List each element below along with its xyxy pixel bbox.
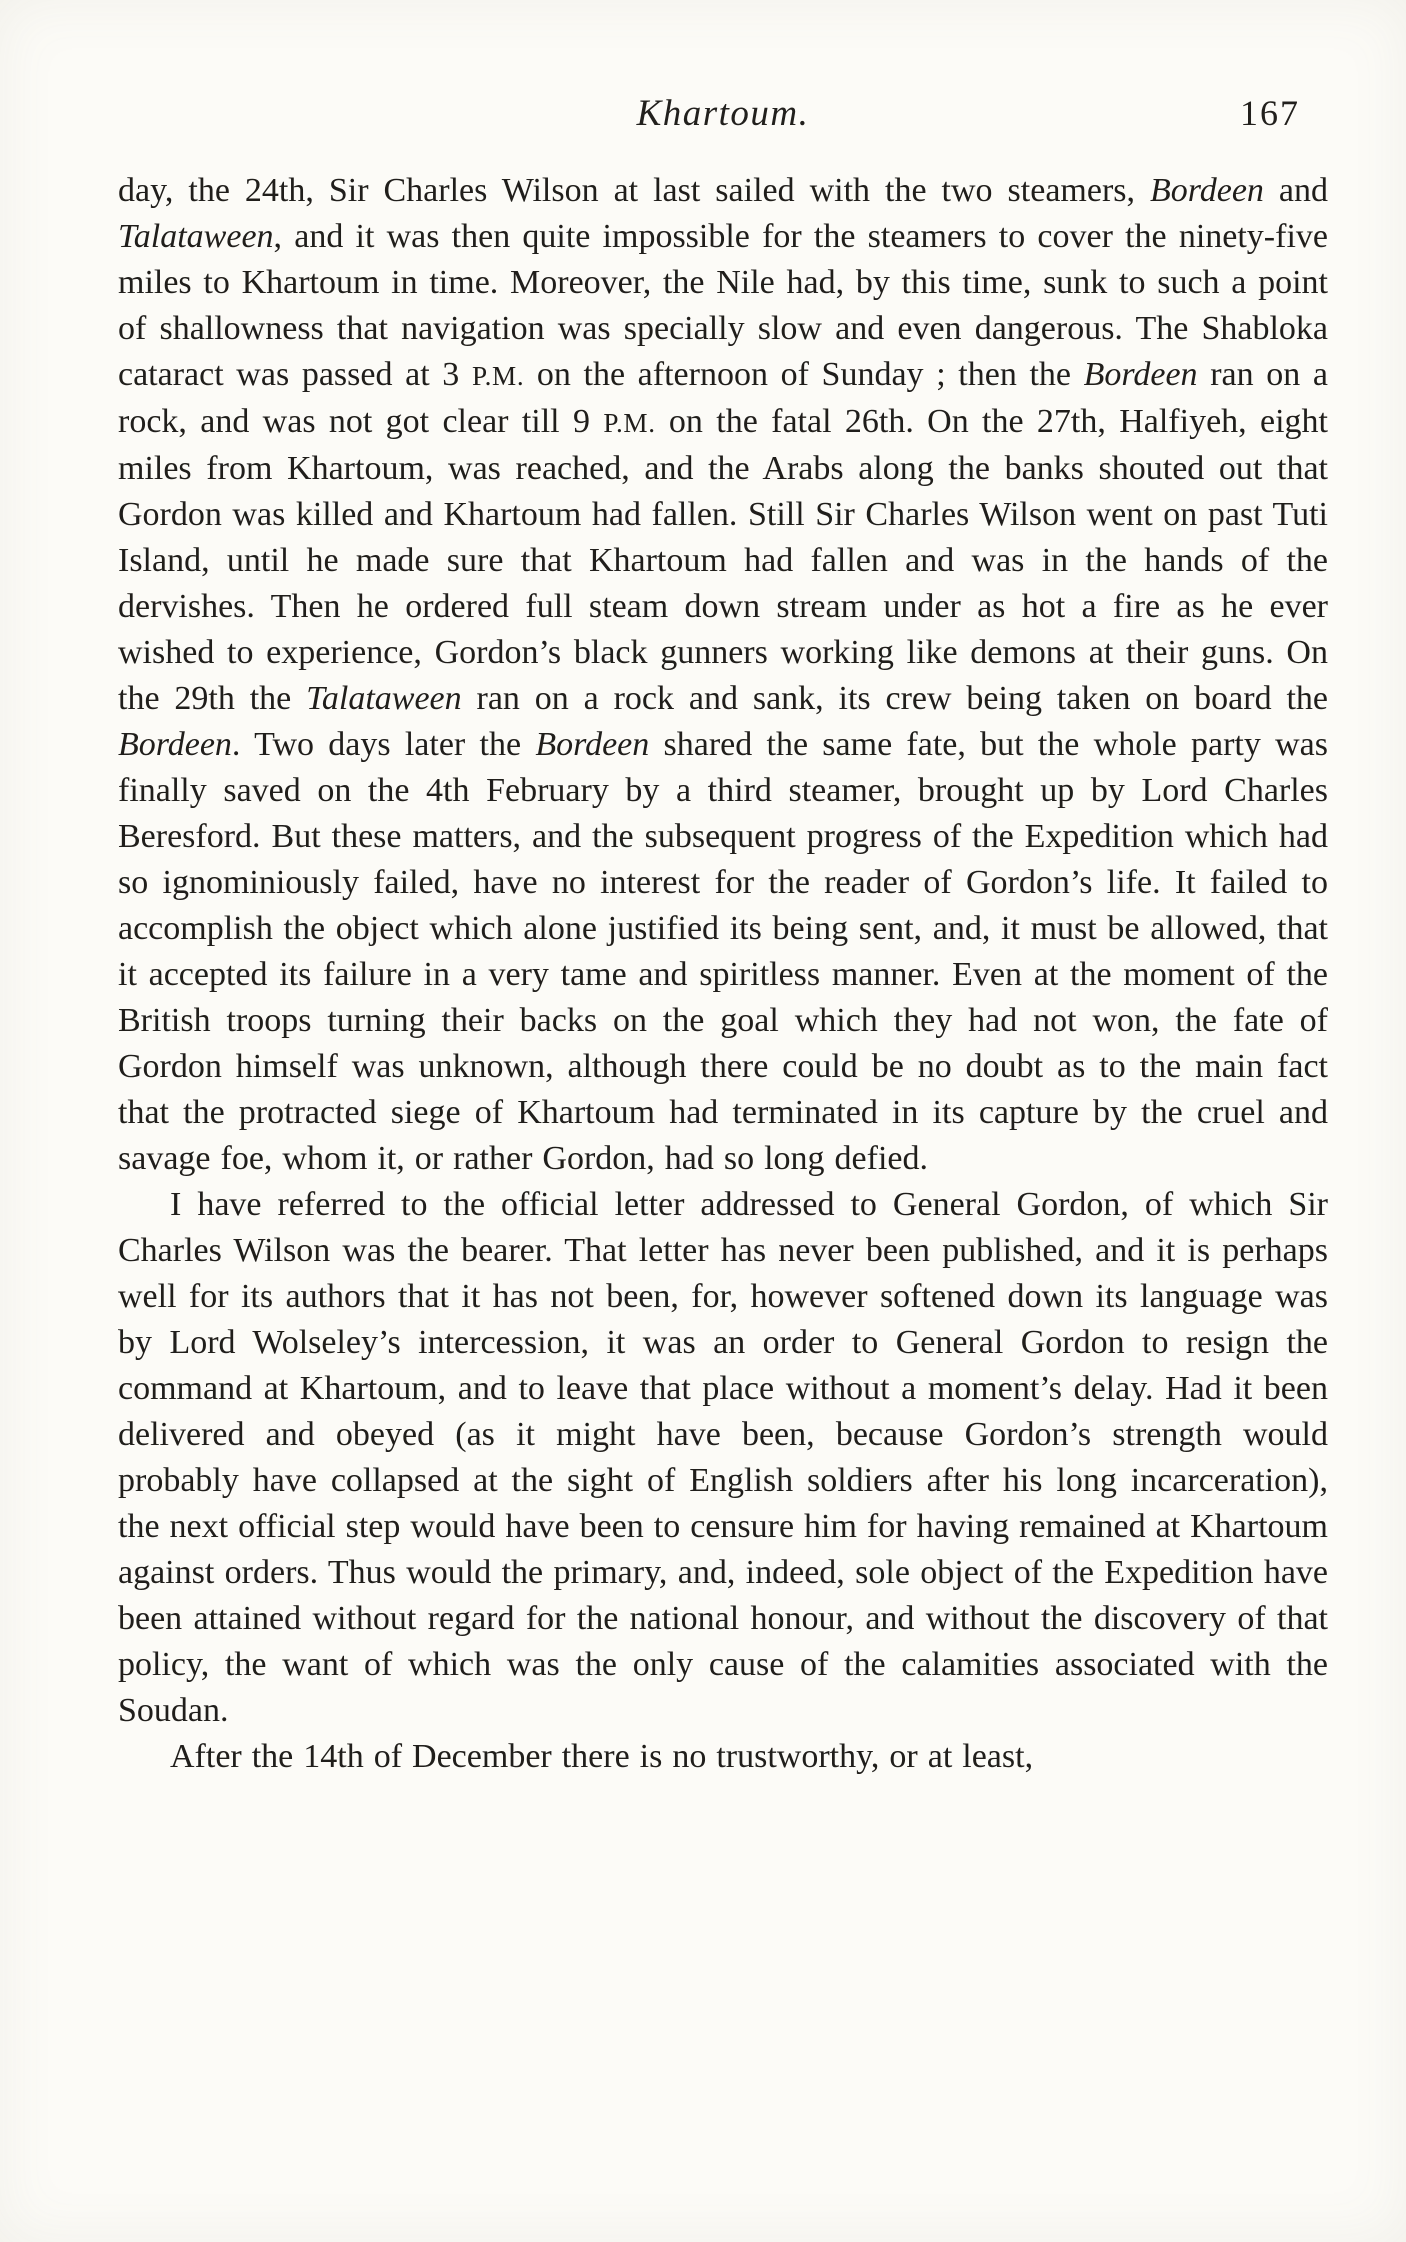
text-segment: P.M. (471, 361, 525, 391)
text-segment: Bordeen (1150, 172, 1264, 209)
text-segment: Bordeen (118, 726, 232, 763)
text-segment: I have referred to the official letter addressed to General Gordon, of which Sir Charles Wilson was the bearer. That letter has never been published, and it is perhaps well for its authors that it has not been, for, however softened down its language was by Lord Wolseley’s intercession, it was an order to General Gordon to resign the command at Khartoum, and to leave that place without a moment’s delay. Had it been delivered and obeyed (as it might have been, because Gordon’s strength would probably have collapsed at the sight of English soldiers after his long incarceration), the next official step would have been to censure him for having remained at Khartoum against orders. Thus would the primary, and, indeed, sole object of the Expedition have been attained without regard for the national honour, and without the discovery of that policy, the want of which was the only cause of the calamities associated with the Soudan. (118, 1186, 1328, 1729)
text-segment: on the afternoon of Sunday ; then the (524, 356, 1084, 393)
text-segment: on the fatal 26th. On the 27th, Halfiyeh, eight miles from Khartoum, was reached, and the Arabs along the banks shouted out that Gordon was killed and Khartoum had fallen. Still Sir Charles Wilson went on past Tuti Island, until he made sure that Khartoum had fallen and was in the hands of the dervishes. Then he ordered full steam down stream under as hot a fire as he ever wished to experience, Gordon’s black gunners working like demons at their guns. On the 29th the (118, 403, 1328, 717)
text-segment: , and it was then quite impossible for the steamers to cover the ninety-five miles to Khartoum in time. Moreover, the Nile had, by this time, sunk to such a point of shallowness that navigation was specially slow and even dangerous. The Shabloka cataract was passed at 3 (118, 218, 1328, 393)
text-segment: After the 14th of December there is no trustworthy, or at least, (170, 1738, 1034, 1775)
text-segment: Bordeen (535, 726, 650, 763)
page-header (118, 92, 1328, 142)
text-segment: Talataween (306, 680, 462, 717)
text-segment: day, the 24th, Sir Charles Wilson at last sailed with the two steamers, (118, 172, 1150, 209)
text-segment: Bordeen (1083, 356, 1198, 393)
paragraph (118, 1182, 1328, 1734)
text-segment: and (1263, 172, 1329, 209)
text-segment: . Two days later the (231, 726, 536, 763)
paragraph (118, 168, 1328, 1182)
body-text (118, 168, 1328, 1780)
text-segment: ran on a rock and sank, its crew being taken on board the (461, 680, 1328, 717)
page-title: Khartoum. (636, 93, 810, 134)
page-number: 167 (1240, 93, 1300, 133)
text-segment: shared the same fate, but the whole party was finally saved on the 4th February by a third steamer, brought up by Lord Charles Beresford. But these matters, and the subsequent progress of the Expedition which had so ignominiously failed, have no interest for the reader of Gordon’s life. It failed to accomplish the object which alone justified its being sent, and, it must be allowed, that it accepted its failure in a very tame and spiritless manner. Even at the moment of the British troops turning their backs on the goal which they had not won, the fate of Gordon himself was unknown, although there could be no doubt as to the main fact that the protracted siege of Khartoum had terminated in its capture by the cruel and savage foe, whom it, or rather Gordon, had so long defied. (118, 726, 1328, 1177)
paragraph (118, 1734, 1328, 1780)
text-segment: Talataween (118, 218, 274, 255)
text-segment: P.M. (603, 408, 656, 438)
text-segment: ran on a rock, and was not got clear till 9 (118, 356, 1328, 440)
